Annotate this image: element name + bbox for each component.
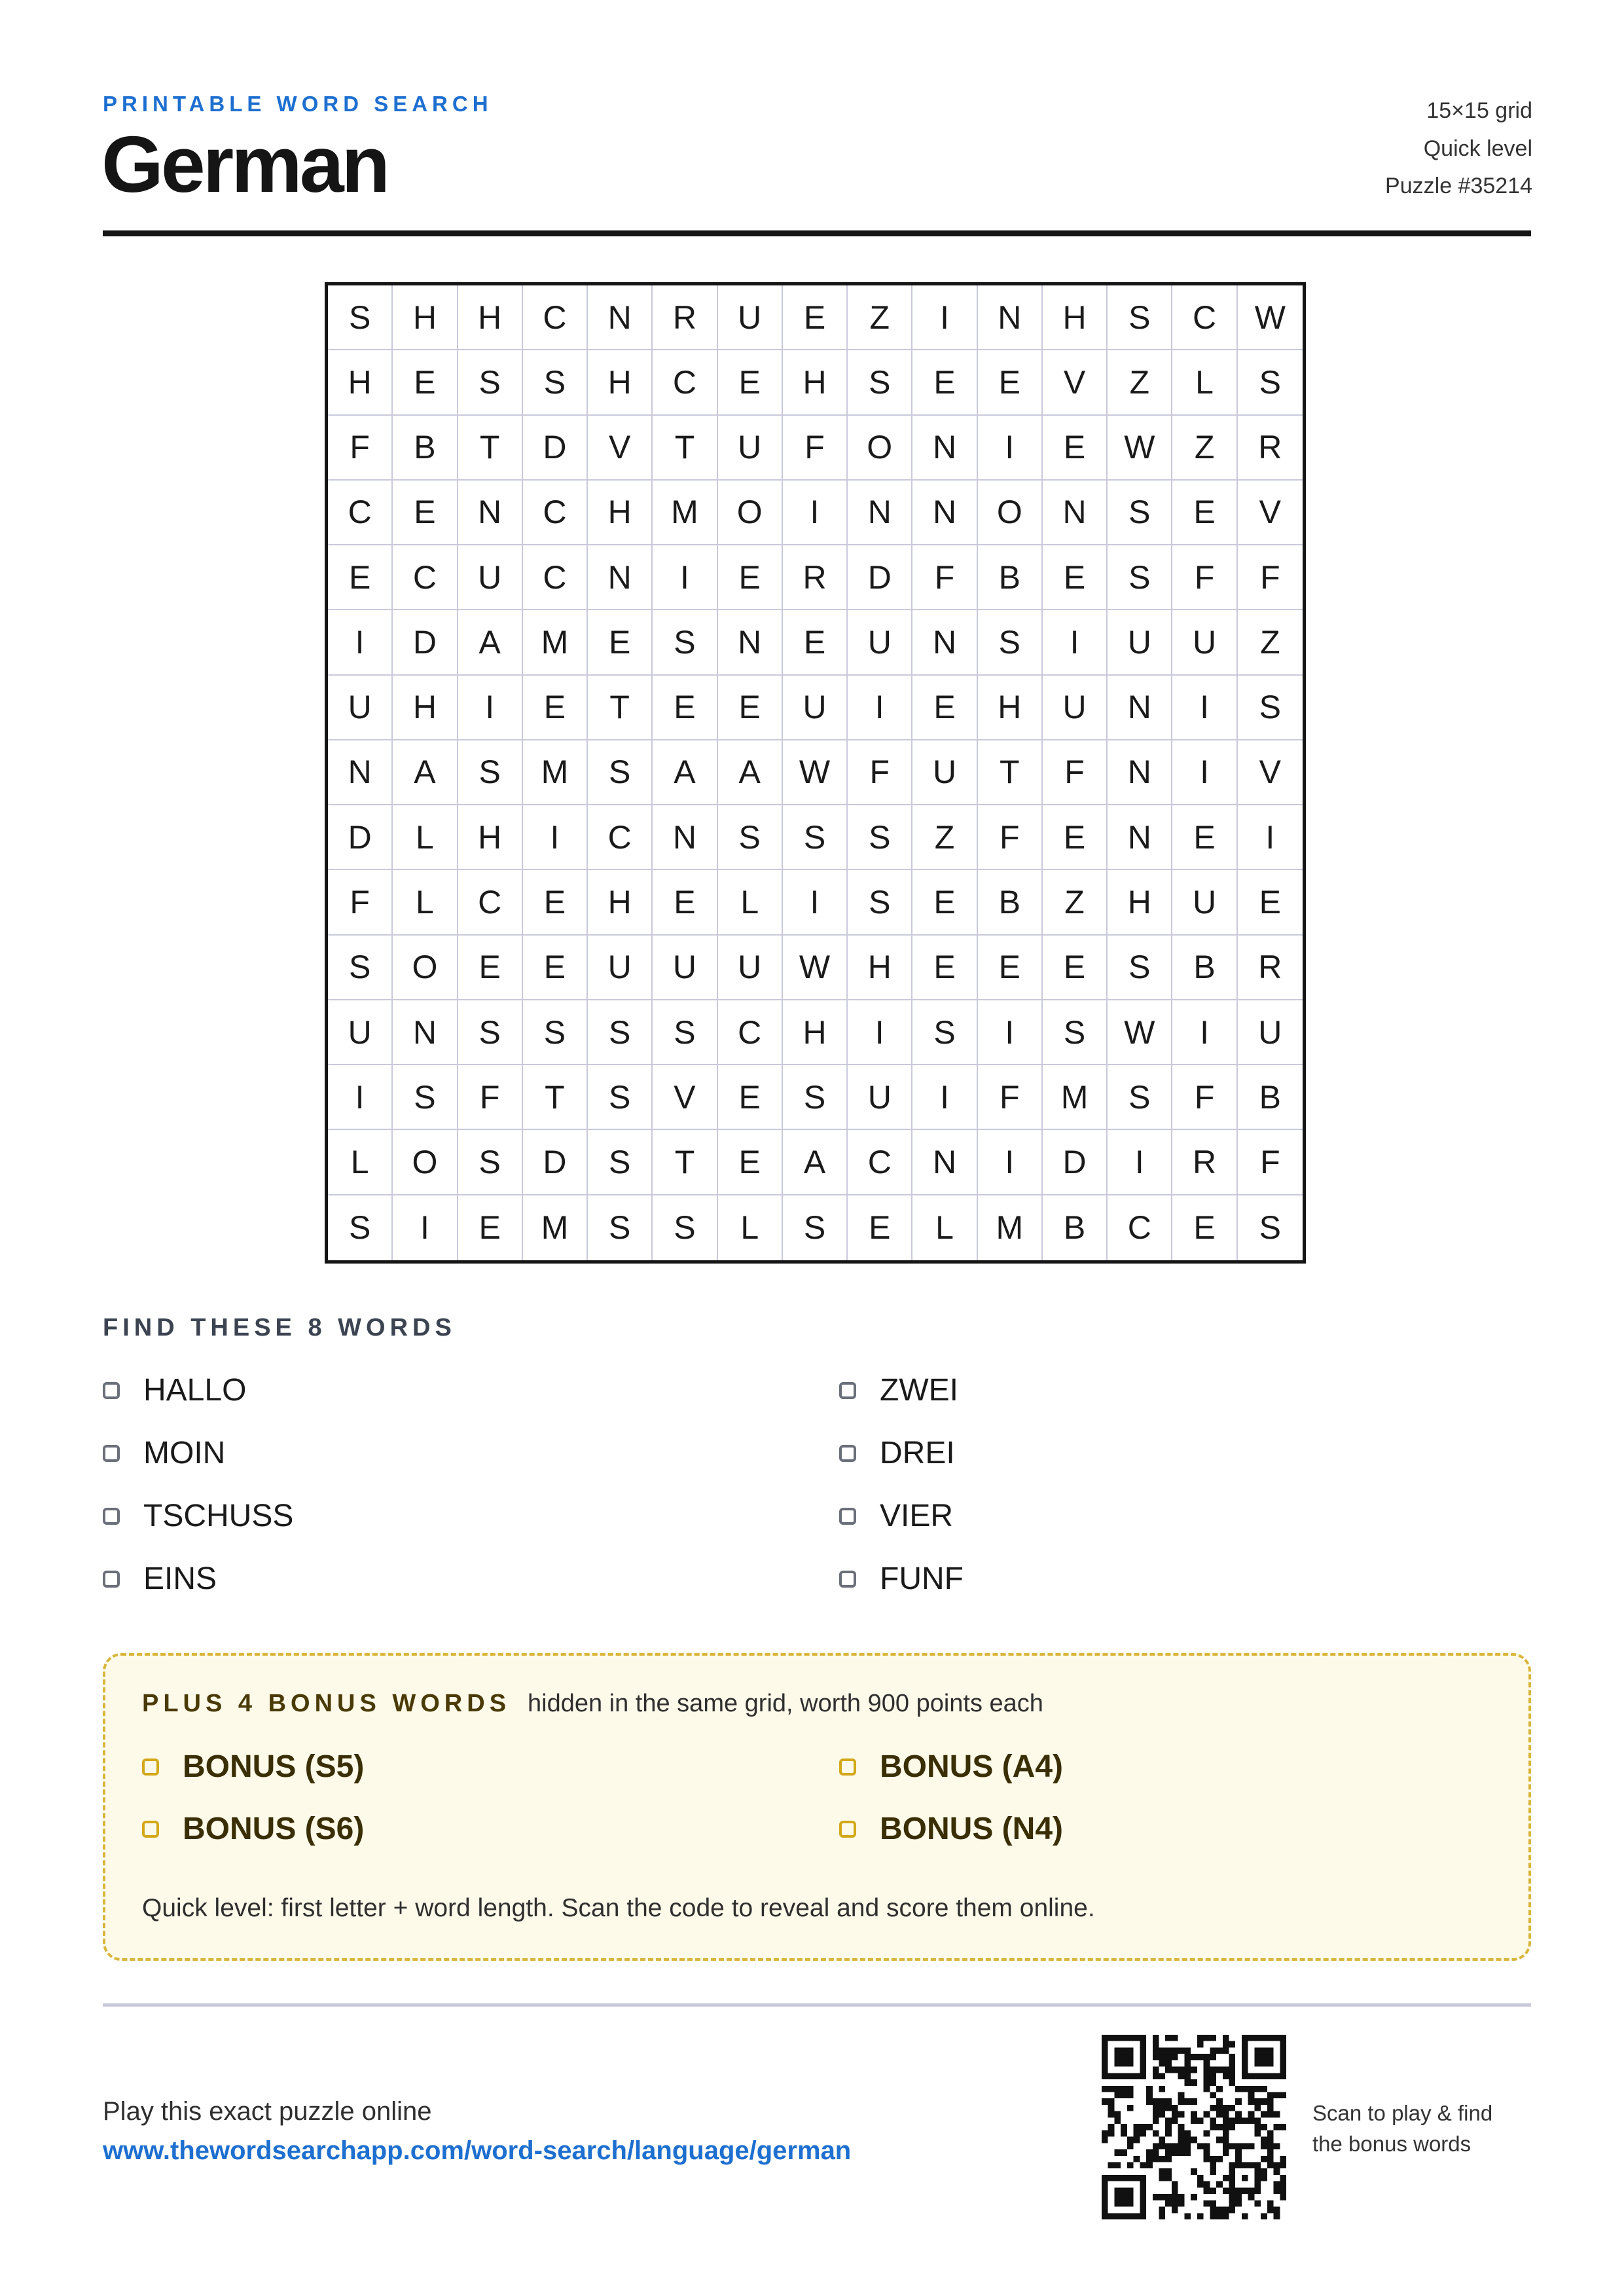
grid-cell[interactable]: U xyxy=(1238,1000,1303,1065)
grid-cell[interactable]: H xyxy=(458,285,523,350)
grid-cell[interactable]: I xyxy=(978,416,1043,481)
grid-cell[interactable]: Z xyxy=(1238,610,1303,675)
grid-cell[interactable]: L xyxy=(718,870,783,935)
bonus-word-label: BONUS (S6) xyxy=(183,1812,365,1846)
grid-cell[interactable]: S xyxy=(783,805,848,870)
grid-cell[interactable]: N xyxy=(588,545,653,610)
grid-cell[interactable]: S xyxy=(1238,676,1303,740)
grid-cell[interactable]: Z xyxy=(1172,416,1237,481)
puzzle-id-label: Puzzle #35214 xyxy=(1385,173,1532,198)
word-item[interactable] xyxy=(839,1561,964,1597)
grid-cell[interactable]: F xyxy=(1238,545,1303,610)
grid-cell[interactable]: F xyxy=(1238,1130,1303,1195)
grid-cell[interactable]: S xyxy=(328,936,393,1000)
grid-cell[interactable]: S xyxy=(1108,481,1172,545)
grid-cell[interactable]: M xyxy=(978,1195,1043,1260)
grid-cell[interactable]: I xyxy=(1172,676,1237,740)
bonus-word-item[interactable] xyxy=(142,1749,364,1785)
grid-cell[interactable]: F xyxy=(1043,740,1108,805)
word-label: DREI xyxy=(880,1436,955,1470)
grid-cell[interactable]: U xyxy=(848,610,912,675)
grid-cell[interactable]: S xyxy=(912,1000,977,1065)
grid-cell[interactable]: E xyxy=(1043,545,1108,610)
grid-cell[interactable]: I xyxy=(653,545,717,610)
grid-cell[interactable]: S xyxy=(588,1130,653,1195)
grid-cell[interactable]: S xyxy=(718,805,783,870)
grid-cell[interactable]: B xyxy=(1172,936,1237,1000)
grid-cell[interactable]: A xyxy=(653,740,717,805)
grid-cell[interactable]: H xyxy=(588,870,653,935)
grid-cell[interactable]: R xyxy=(1172,1130,1237,1195)
grid-cell[interactable]: C xyxy=(1108,1195,1172,1260)
grid-cell[interactable]: S xyxy=(328,285,393,350)
grid-cell[interactable]: T xyxy=(653,416,717,481)
grid-cell[interactable]: C xyxy=(458,870,523,935)
grid-cell[interactable]: S xyxy=(458,740,523,805)
grid-cell[interactable]: S xyxy=(328,1195,393,1260)
grid-cell[interactable]: D xyxy=(523,1130,588,1195)
grid-cell[interactable]: M xyxy=(653,481,717,545)
grid-cell[interactable]: D xyxy=(523,416,588,481)
bonus-word-label: BONUS (S5) xyxy=(183,1749,365,1784)
grid-cell[interactable]: F xyxy=(1172,545,1237,610)
grid-cell[interactable]: E xyxy=(1172,481,1237,545)
grid-cell[interactable]: E xyxy=(523,676,588,740)
bonus-word-item[interactable] xyxy=(839,1749,1063,1785)
grid-cell[interactable]: O xyxy=(978,481,1043,545)
grid-cell[interactable]: I xyxy=(912,285,977,350)
grid-cell[interactable]: N xyxy=(1108,740,1172,805)
grid-cell[interactable]: Z xyxy=(848,285,912,350)
grid-cell[interactable]: I xyxy=(328,1065,393,1130)
grid-cell[interactable]: S xyxy=(588,1195,653,1260)
grid-cell[interactable]: E xyxy=(458,936,523,1000)
grid-size-label: 15×15 grid xyxy=(1426,98,1532,123)
grid-cell[interactable]: T xyxy=(588,676,653,740)
grid-cell[interactable]: O xyxy=(718,481,783,545)
grid-cell[interactable]: E xyxy=(1043,936,1108,1000)
grid-cell[interactable]: E xyxy=(393,481,458,545)
grid-cell[interactable]: S xyxy=(588,1065,653,1130)
word-label: ZWEI xyxy=(880,1373,958,1408)
grid-cell[interactable]: L xyxy=(393,805,458,870)
page-kicker: PRINTABLE WORD SEARCH xyxy=(103,92,493,116)
grid-cell[interactable]: N xyxy=(718,610,783,675)
grid-cell[interactable]: S xyxy=(783,1195,848,1260)
grid-cell[interactable]: E xyxy=(1172,1195,1237,1260)
word-list-heading: FIND THESE 8 WORDS xyxy=(103,1314,456,1341)
grid-cell[interactable]: H xyxy=(458,805,523,870)
grid-cell[interactable]: D xyxy=(1043,1130,1108,1195)
grid-cell[interactable]: I xyxy=(912,1065,977,1130)
bonus-word-item[interactable] xyxy=(142,1811,364,1847)
scan-label-line-2: the bonus words xyxy=(1312,2131,1471,2156)
word-item[interactable] xyxy=(103,1372,246,1408)
grid-cell[interactable]: C xyxy=(523,481,588,545)
bonus-word-label: BONUS (A4) xyxy=(880,1749,1064,1784)
grid-cell[interactable]: E xyxy=(718,1065,783,1130)
grid-cell[interactable]: N xyxy=(912,610,977,675)
grid-cell[interactable]: C xyxy=(393,545,458,610)
word-label: VIER xyxy=(880,1499,954,1533)
grid-cell[interactable]: E xyxy=(523,936,588,1000)
grid-cell[interactable]: I xyxy=(458,676,523,740)
grid-cell[interactable]: S xyxy=(1238,350,1303,415)
grid-cell[interactable]: H xyxy=(328,350,393,415)
grid-cell[interactable]: E xyxy=(848,1195,912,1260)
grid-cell[interactable]: O xyxy=(848,416,912,481)
grid-cell[interactable]: E xyxy=(912,936,977,1000)
puzzle-url-link[interactable]: www.thewordsearchapp.com/word-search/language/german xyxy=(103,2136,852,2165)
footer-divider xyxy=(103,2003,1531,2007)
word-item[interactable] xyxy=(839,1498,953,1534)
qr-code-icon[interactable] xyxy=(1102,2035,1286,2219)
grid-cell[interactable]: Z xyxy=(912,805,977,870)
grid-cell[interactable]: M xyxy=(523,610,588,675)
grid-cell[interactable]: N xyxy=(912,1130,977,1195)
grid-cell[interactable]: I xyxy=(783,870,848,935)
word-label: TSCHUSS xyxy=(143,1499,294,1533)
grid-cell[interactable]: H xyxy=(783,350,848,415)
grid-cell[interactable]: W xyxy=(783,740,848,805)
grid-cell[interactable]: I xyxy=(1172,740,1237,805)
grid-cell[interactable]: V xyxy=(1238,481,1303,545)
checkbox-icon[interactable] xyxy=(103,1571,120,1588)
grid-cell[interactable]: N xyxy=(1108,805,1172,870)
grid-cell[interactable]: H xyxy=(393,676,458,740)
grid-cell[interactable]: E xyxy=(653,676,717,740)
letter-grid[interactable] xyxy=(325,282,1306,1264)
grid-cell[interactable]: E xyxy=(328,545,393,610)
grid-cell[interactable]: A xyxy=(783,1130,848,1195)
checkbox-icon[interactable] xyxy=(103,1445,120,1462)
grid-cell[interactable]: C xyxy=(523,285,588,350)
checkbox-icon[interactable] xyxy=(839,1508,856,1525)
checkbox-icon[interactable] xyxy=(839,1382,856,1399)
grid-cell[interactable]: S xyxy=(458,1000,523,1065)
grid-cell[interactable]: F xyxy=(848,740,912,805)
grid-cell[interactable]: E xyxy=(1043,805,1108,870)
grid-cell[interactable]: I xyxy=(1172,1000,1237,1065)
grid-cell[interactable]: E xyxy=(1172,805,1237,870)
grid-cell[interactable]: L xyxy=(1172,350,1237,415)
checkbox-icon[interactable] xyxy=(103,1382,120,1399)
word-label: FUNF xyxy=(880,1561,964,1596)
grid-cell[interactable]: V xyxy=(1043,350,1108,415)
play-online-label: Play this exact puzzle online xyxy=(103,2097,432,2126)
grid-cell[interactable]: S xyxy=(458,350,523,415)
grid-cell[interactable]: E xyxy=(718,1130,783,1195)
grid-cell[interactable]: I xyxy=(523,805,588,870)
grid-cell[interactable]: L xyxy=(328,1130,393,1195)
grid-cell[interactable]: H xyxy=(393,285,458,350)
grid-cell[interactable]: N xyxy=(588,285,653,350)
grid-cell[interactable]: U xyxy=(1172,610,1237,675)
grid-cell[interactable]: E xyxy=(523,870,588,935)
grid-cell[interactable]: N xyxy=(653,805,717,870)
page-title: German xyxy=(101,120,388,209)
grid-cell[interactable]: E xyxy=(653,870,717,935)
grid-cell[interactable]: N xyxy=(1108,676,1172,740)
grid-cell[interactable]: B xyxy=(1043,1195,1108,1260)
grid-cell[interactable]: I xyxy=(848,1000,912,1065)
grid-cell[interactable]: H xyxy=(1108,870,1172,935)
grid-cell[interactable]: E xyxy=(978,936,1043,1000)
grid-cell[interactable]: O xyxy=(393,936,458,1000)
grid-cell[interactable]: C xyxy=(653,350,717,415)
level-label: Quick level xyxy=(1423,136,1532,161)
grid-cell[interactable]: F xyxy=(912,545,977,610)
grid-cell[interactable]: U xyxy=(912,740,977,805)
grid-cell[interactable]: N xyxy=(912,481,977,545)
grid-cell[interactable]: Z xyxy=(1043,870,1108,935)
grid-cell[interactable]: U xyxy=(1108,610,1172,675)
grid-cell[interactable]: R xyxy=(1238,416,1303,481)
checkbox-icon[interactable] xyxy=(142,1758,159,1776)
checkbox-icon[interactable] xyxy=(103,1508,120,1525)
grid-cell[interactable]: E xyxy=(783,610,848,675)
checkbox-icon[interactable] xyxy=(839,1821,856,1838)
grid-cell[interactable]: M xyxy=(1043,1065,1108,1130)
grid-cell[interactable]: B xyxy=(978,870,1043,935)
checkbox-icon[interactable] xyxy=(839,1571,856,1588)
grid-cell[interactable]: F xyxy=(458,1065,523,1130)
grid-cell[interactable]: L xyxy=(393,870,458,935)
grid-cell[interactable]: I xyxy=(1238,805,1303,870)
grid-cell[interactable]: E xyxy=(912,870,977,935)
grid-cell[interactable]: U xyxy=(1043,676,1108,740)
grid-cell[interactable]: D xyxy=(848,545,912,610)
grid-cell[interactable]: E xyxy=(912,676,977,740)
grid-cell[interactable]: F xyxy=(978,1065,1043,1130)
grid-cell[interactable]: S xyxy=(1108,545,1172,610)
grid-cell[interactable]: N xyxy=(978,285,1043,350)
grid-cell[interactable]: V xyxy=(588,416,653,481)
grid-cell[interactable]: U xyxy=(653,936,717,1000)
grid-cell[interactable]: E xyxy=(718,350,783,415)
grid-cell[interactable]: H xyxy=(848,936,912,1000)
grid-cell[interactable]: U xyxy=(1172,870,1237,935)
grid-cell[interactable]: N xyxy=(1043,481,1108,545)
grid-cell[interactable]: S xyxy=(653,1195,717,1260)
grid-cell[interactable]: E xyxy=(718,545,783,610)
grid-cell[interactable]: I xyxy=(1108,1130,1172,1195)
grid-cell[interactable]: S xyxy=(848,350,912,415)
word-item[interactable] xyxy=(839,1372,958,1408)
grid-cell[interactable]: N xyxy=(328,740,393,805)
grid-cell[interactable]: S xyxy=(588,740,653,805)
word-label: EINS xyxy=(143,1561,217,1596)
word-item[interactable] xyxy=(103,1435,225,1471)
grid-cell[interactable]: I xyxy=(1043,610,1108,675)
grid-cell[interactable]: R xyxy=(653,285,717,350)
bonus-subtitle: hidden in the same grid, worth 900 points each xyxy=(528,1690,1043,1717)
grid-cell[interactable]: T xyxy=(523,1065,588,1130)
checkbox-icon[interactable] xyxy=(839,1758,856,1776)
checkbox-icon[interactable] xyxy=(142,1821,159,1838)
grid-cell[interactable]: C xyxy=(588,805,653,870)
word-item[interactable] xyxy=(103,1561,217,1597)
grid-cell[interactable]: O xyxy=(393,1130,458,1195)
word-item[interactable] xyxy=(839,1435,955,1471)
grid-cell[interactable]: E xyxy=(393,350,458,415)
grid-cell[interactable]: E xyxy=(718,676,783,740)
grid-cell[interactable]: E xyxy=(978,350,1043,415)
grid-cell[interactable]: C xyxy=(523,545,588,610)
grid-cell[interactable]: S xyxy=(1108,1065,1172,1130)
grid-cell[interactable]: Z xyxy=(1108,350,1172,415)
word-item[interactable] xyxy=(103,1498,293,1534)
grid-cell[interactable]: W xyxy=(1108,416,1172,481)
grid-cell[interactable]: A xyxy=(718,740,783,805)
grid-cell[interactable]: V xyxy=(1238,740,1303,805)
grid-cell[interactable]: S xyxy=(458,1130,523,1195)
grid-cell[interactable]: S xyxy=(848,805,912,870)
grid-cell[interactable]: E xyxy=(1043,416,1108,481)
grid-cell[interactable]: I xyxy=(978,1000,1043,1065)
grid-cell[interactable]: S xyxy=(783,1065,848,1130)
grid-cell[interactable]: W xyxy=(1108,1000,1172,1065)
bonus-heading: PLUS 4 BONUS WORDS xyxy=(142,1690,511,1717)
grid-cell[interactable]: H xyxy=(588,481,653,545)
grid-cell[interactable]: F xyxy=(783,416,848,481)
grid-cell[interactable]: M xyxy=(523,740,588,805)
grid-cell[interactable]: F xyxy=(978,805,1043,870)
grid-cell[interactable]: S xyxy=(1108,936,1172,1000)
grid-cell[interactable]: U xyxy=(328,1000,393,1065)
grid-cell[interactable]: S xyxy=(848,870,912,935)
grid-cell[interactable]: S xyxy=(653,610,717,675)
grid-cell[interactable]: U xyxy=(328,676,393,740)
grid-cell[interactable]: I xyxy=(978,1130,1043,1195)
grid-cell[interactable]: D xyxy=(328,805,393,870)
grid-cell[interactable]: U xyxy=(718,416,783,481)
grid-cell[interactable]: S xyxy=(1043,1000,1108,1065)
grid-cell[interactable]: C xyxy=(328,481,393,545)
grid-cell[interactable]: U xyxy=(458,545,523,610)
grid-cell[interactable]: H xyxy=(588,350,653,415)
grid-cell[interactable]: H xyxy=(1043,285,1108,350)
grid-cell[interactable]: I xyxy=(783,481,848,545)
grid-cell[interactable]: U xyxy=(783,676,848,740)
grid-cell[interactable]: W xyxy=(1238,285,1303,350)
grid-cell[interactable]: F xyxy=(1172,1065,1237,1130)
grid-cell[interactable]: N xyxy=(848,481,912,545)
grid-cell[interactable]: R xyxy=(1238,936,1303,1000)
bonus-note: Quick level: first letter + word length. Scan the code to reveal and score them online. xyxy=(142,1894,1095,1922)
grid-cell[interactable]: F xyxy=(328,870,393,935)
grid-cell[interactable]: A xyxy=(458,610,523,675)
grid-cell[interactable]: T xyxy=(653,1130,717,1195)
word-label: MOIN xyxy=(143,1436,226,1470)
grid-cell[interactable]: E xyxy=(458,1195,523,1260)
grid-cell[interactable]: A xyxy=(393,740,458,805)
grid-cell[interactable]: S xyxy=(978,610,1043,675)
grid-cell[interactable]: S xyxy=(1108,285,1172,350)
grid-cell[interactable]: C xyxy=(718,1000,783,1065)
grid-cell[interactable]: W xyxy=(783,936,848,1000)
grid-cell[interactable]: L xyxy=(718,1195,783,1260)
grid-cell[interactable]: C xyxy=(848,1130,912,1195)
grid-cell[interactable]: S xyxy=(393,1065,458,1130)
grid-cell[interactable]: B xyxy=(978,545,1043,610)
grid-cell[interactable]: B xyxy=(393,416,458,481)
grid-cell[interactable]: I xyxy=(328,610,393,675)
grid-cell[interactable]: N xyxy=(912,416,977,481)
grid-cell[interactable]: U xyxy=(718,285,783,350)
grid-cell[interactable]: L xyxy=(912,1195,977,1260)
scan-label xyxy=(1312,2098,1492,2160)
grid-cell[interactable]: S xyxy=(523,1000,588,1065)
grid-cell[interactable]: U xyxy=(588,936,653,1000)
grid-cell[interactable]: I xyxy=(393,1195,458,1260)
grid-cell[interactable]: R xyxy=(783,545,848,610)
grid-cell[interactable]: U xyxy=(718,936,783,1000)
grid-cell[interactable]: S xyxy=(588,1000,653,1065)
grid-cell[interactable]: C xyxy=(1172,285,1237,350)
scan-label-line-1: Scan to play & find xyxy=(1312,2101,1493,2125)
checkbox-icon[interactable] xyxy=(839,1445,856,1462)
grid-cell[interactable]: S xyxy=(1259,1209,1282,1247)
grid-cell[interactable]: H xyxy=(783,1000,848,1065)
grid-cell[interactable]: F xyxy=(328,416,393,481)
bonus-word-label: BONUS (N4) xyxy=(880,1812,1064,1846)
grid-cell[interactable]: D xyxy=(393,610,458,675)
grid-cell[interactable]: V xyxy=(653,1065,717,1130)
grid-cell[interactable]: S xyxy=(523,350,588,415)
word-label: HALLO xyxy=(143,1373,247,1408)
grid-cell[interactable]: N xyxy=(393,1000,458,1065)
grid-cell[interactable]: M xyxy=(523,1195,588,1260)
grid-cell[interactable]: I xyxy=(848,676,912,740)
grid-cell[interactable]: T xyxy=(978,740,1043,805)
grid-cell[interactable]: N xyxy=(458,481,523,545)
grid-cell[interactable]: E xyxy=(783,285,848,350)
grid-cell[interactable]: U xyxy=(848,1065,912,1130)
grid-cell[interactable]: B xyxy=(1238,1065,1303,1130)
grid-cell[interactable]: T xyxy=(458,416,523,481)
grid-cell[interactable]: E xyxy=(912,350,977,415)
grid-cell[interactable]: S xyxy=(653,1000,717,1065)
grid-cell[interactable]: E xyxy=(588,610,653,675)
header-divider xyxy=(103,230,1531,236)
bonus-word-item[interactable] xyxy=(839,1811,1063,1847)
grid-cell[interactable]: E xyxy=(1238,870,1303,935)
grid-cell[interactable]: H xyxy=(978,676,1043,740)
